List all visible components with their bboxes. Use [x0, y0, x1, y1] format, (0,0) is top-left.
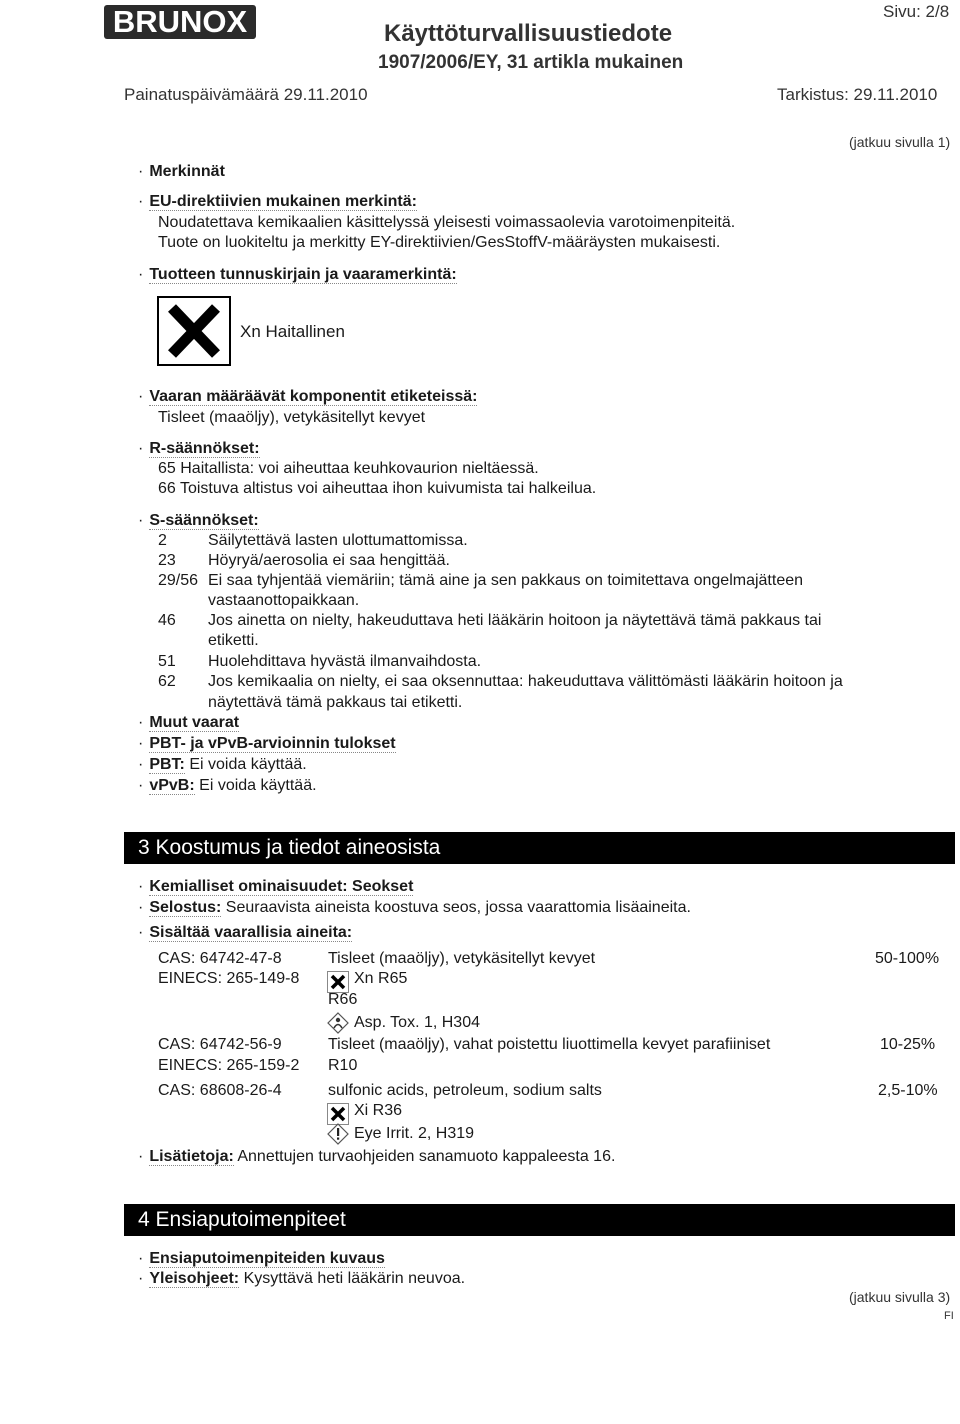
substance-cas: CAS: 64742-47-8 — [158, 950, 282, 967]
continued-from-note: (jatkuu sivulla 1) — [849, 134, 951, 150]
s-code: 2 — [158, 532, 167, 549]
merkinnat-heading: Merkinnät — [149, 163, 225, 180]
print-date: Painatuspäivämäärä 29.11.2010 — [124, 85, 368, 104]
pbt-heading-row: · PBT- ja vPvB-arvioinnin tulokset — [138, 735, 396, 752]
components-value: Tisleet (maaöljy), vetykäsitellyt kevyet — [158, 409, 426, 426]
substance-einecs: EINECS: 265-159-2 — [158, 1057, 300, 1074]
substance-name: Tisleet (maaöljy), vetykäsitellyt kevyet — [328, 950, 596, 967]
s-text-cont: näytettävä tämä pakkaus tai etiketti. — [208, 694, 463, 711]
general-advice-label: Yleisohjeet: — [149, 1270, 240, 1287]
section-3-title: 3 Koostumus ja tiedot aineosista — [124, 832, 955, 864]
extra-info-value: Annettujen turvaohjeiden sanamuoto kappaleesta 16. — [237, 1148, 616, 1165]
hazard-heading: Sisältää vaarallisia aineita: — [149, 924, 353, 941]
first-aid-heading-row: · Ensiaputoimenpiteiden kuvaus — [138, 1250, 385, 1267]
s-text: Höyryä/aerosolia ei saa hengittää. — [208, 552, 450, 569]
symbol-label: Xn Haitallinen — [240, 322, 345, 341]
s-text-cont: vastaanottopaikkaan. — [208, 592, 360, 609]
section-4-title: 4 Ensiaputoimenpiteet — [124, 1204, 955, 1236]
substance-clp: Asp. Tox. 1, H304 — [354, 1014, 480, 1031]
document-title: Käyttöturvallisuustiedote — [384, 20, 673, 47]
substance-classification: Xn R65 — [354, 970, 408, 987]
substance-name: Tisleet (maaöljy), vahat poistettu liuottimella kevyet parafiiniset — [328, 1036, 771, 1053]
substance-einecs: EINECS: 265-149-8 — [158, 970, 300, 987]
s-code: 46 — [158, 612, 176, 629]
s-text: Jos kemikaalia on nielty, ei saa oksennuttaa: hakeuduttava välittömästi lääkärin hoitoon ja — [208, 673, 843, 690]
first-aid-heading: Ensiaputoimenpiteiden kuvaus — [149, 1250, 385, 1267]
substance-percentage: 50-100% — [875, 950, 940, 967]
s-text: Säilytettävä lasten ulottumattomissa. — [208, 532, 468, 549]
continued-to-note: (jatkuu sivulla 3) — [849, 1289, 951, 1305]
r-line: 66 Toistuva altistus voi aiheuttaa ihon kuivumista tai halkeilua. — [158, 480, 597, 497]
revision-date: Tarkistus: 29.11.2010 — [777, 85, 938, 104]
hazard-heading-row: · Sisältää vaarallisia aineita: — [138, 924, 353, 941]
substance-percentage: 10-25% — [880, 1036, 936, 1053]
symbol-heading: Tuotteen tunnuskirjain ja vaaramerkintä: — [149, 266, 457, 283]
general-advice-row: · Yleisohjeet: Kysyttävä heti lääkärin neuvoa. — [138, 1270, 466, 1287]
s-text: Huolehdittava hyvästä ilmanvaihdosta. — [208, 653, 482, 670]
s-text: Jos ainetta on nielty, hakeuduttava heti lääkärin hoitoon ja näytettävä tämä pakkaus tai — [208, 612, 822, 629]
language-code: FI — [944, 1310, 954, 1322]
substance-classification: R66 — [328, 991, 358, 1008]
substance-classification: R10 — [328, 1057, 358, 1074]
components-heading: Vaaran määräävät komponentit etiketeissä: — [149, 388, 478, 405]
extra-info-label: Lisätietoja: — [149, 1148, 234, 1165]
eu-heading: EU-direktiivien mukainen merkintä: — [149, 193, 417, 210]
pbt-heading: PBT- ja vPvB-arvioinnin tulokset — [149, 735, 396, 752]
s-heading: S-säännökset: — [149, 512, 259, 529]
s-code: 29/56 — [158, 572, 199, 589]
eu-line-2: Tuote on luokiteltu ja merkitty EY-direktiivien/GesStoffV-määräysten mukaisesti. — [158, 234, 721, 251]
general-advice-value: Kysyttävä heti lääkärin neuvoa. — [243, 1270, 466, 1287]
brunox-logo: BRUNOX — [104, 5, 256, 39]
substance-percentage: 2,5-10% — [878, 1082, 938, 1099]
s-code: 51 — [158, 653, 176, 670]
pbt-row: · PBT: Ei voida käyttää. — [138, 756, 307, 773]
document-subtitle: 1907/2006/EY, 31 artikla mukainen — [378, 52, 684, 73]
s-code: 62 — [158, 673, 176, 690]
pbt-value: Ei voida käyttää. — [189, 756, 307, 773]
symbol-heading-row: · Tuotteen tunnuskirjain ja vaaramerkintä: — [138, 266, 457, 283]
pbt-label: PBT: — [149, 756, 185, 773]
health-hazard-icon — [327, 1012, 349, 1034]
r-line: 65 Haitallista: voi aiheuttaa keuhkovaurion nieltäessä. — [158, 460, 539, 477]
xn-harmful-icon — [327, 971, 349, 993]
vpvb-label: vPvB: — [149, 777, 195, 794]
substance-name: sulfonic acids, petroleum, sodium salts — [328, 1082, 602, 1099]
substance-classification: Xi R36 — [354, 1102, 403, 1119]
r-heading: R-säännökset: — [149, 440, 260, 457]
muut-vaarat-row: · Muut vaarat — [138, 714, 240, 731]
chem-row: · Kemialliset ominaisuudet: Seokset — [138, 878, 414, 895]
s-heading-row: · S-säännökset: — [138, 512, 259, 529]
substance-cas: CAS: 64742-56-9 — [158, 1036, 282, 1053]
s-code: 23 — [158, 552, 176, 569]
s-text: Ei saa tyhjentää viemäriin; tämä aine ja sen pakkaus on toimitettava ongelmajätteen — [208, 572, 804, 589]
substance-clp: Eye Irrit. 2, H319 — [354, 1125, 475, 1142]
r-heading-row: · R-säännökset: — [138, 440, 260, 457]
muut-vaarat-heading: Muut vaarat — [149, 714, 240, 731]
eu-line-1: Noudatettava kemikaalien käsittelyssä yleisesti voimassaolevia varotoimenpiteitä. — [158, 214, 736, 231]
desc-row: · Selostus: Seuraavista aineista koostuva seos, jossa vaarattomia lisäaineita. — [138, 899, 691, 916]
merkinnat-row: · Merkinnät — [138, 163, 225, 180]
extra-info-row: · Lisätietoja: Annettujen turvaohjeiden sanamuoto kappaleesta 16. — [138, 1148, 616, 1165]
xi-irritant-icon — [327, 1103, 349, 1125]
substance-cas: CAS: 68608-26-4 — [158, 1082, 282, 1099]
page-number: Sivu: 2/8 — [883, 2, 950, 21]
eu-heading-row: · EU-direktiivien mukainen merkintä: — [138, 193, 417, 210]
s-text-cont: etiketti. — [208, 632, 259, 649]
desc-label: Selostus: — [149, 899, 222, 916]
xn-harmful-icon — [157, 296, 231, 366]
exclamation-mark-icon — [327, 1123, 349, 1145]
vpvb-row: · vPvB: Ei voida käyttää. — [138, 777, 317, 794]
desc-value: Seuraavista aineista koostuva seos, jossa vaarattomia lisäaineita. — [225, 899, 691, 916]
chem-label: Kemialliset ominaisuudet: Seokset — [149, 878, 414, 895]
vpvb-value: Ei voida käyttää. — [199, 777, 317, 794]
components-heading-row: · Vaaran määräävät komponentit etiketeissä: — [138, 388, 478, 405]
